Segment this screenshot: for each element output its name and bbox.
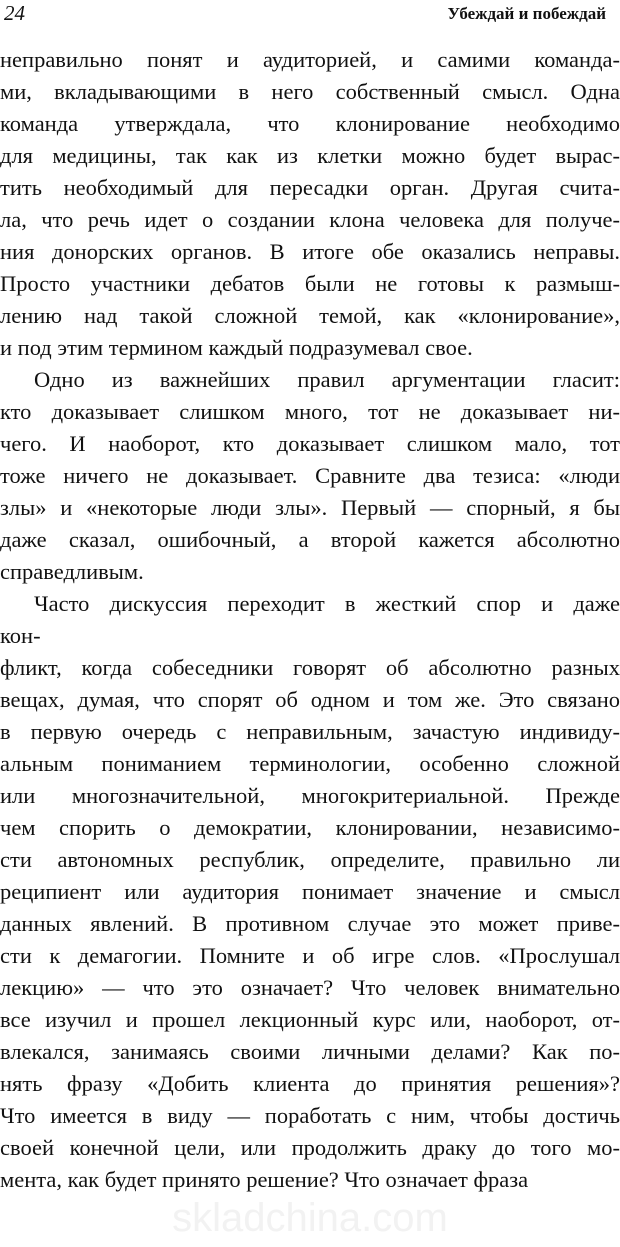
text-line: сти к демагогии. Помните и об игре слов. «Прослушал xyxy=(0,943,620,968)
text-line: тить необходимый для пересадки орган. Другая счита- xyxy=(0,175,620,200)
text-line: кон- xyxy=(0,623,41,648)
text-line: ния донорских органов. В итоге обе оказались неправы. xyxy=(0,239,620,264)
text-line: нять фразу «Добить клиента до принятия решения»? xyxy=(0,1071,620,1096)
text-line: Часто дискуссия переходит в жесткий спор и даже xyxy=(34,591,620,616)
page-number: 24 xyxy=(4,1,25,25)
text-line: справедливым. xyxy=(0,559,144,584)
text-line: кто доказывает слишком много, тот не доказывает ни- xyxy=(0,399,620,424)
text-line: ми, вкладывающими в него собственный смысл. Одна xyxy=(0,79,620,104)
text-line: в первую очередь с неправильным, зачастую индивиду- xyxy=(0,719,620,744)
text-line: сти автономных республик, определите, правильно ли xyxy=(0,847,620,872)
text-line: чего. И наоборот, кто доказывает слишком мало, тот xyxy=(0,431,620,456)
text-line: неправильно понят и аудиторией, и самими команда- xyxy=(0,47,620,72)
text-line: для медицины, так как из клетки можно будет вырас- xyxy=(0,143,620,168)
text-line: чем спорить о демократии, клонировании, независимо- xyxy=(0,815,620,840)
text-line: тоже ничего не доказывает. Сравните два тезиса: «люди xyxy=(0,463,620,488)
text-line: команда утверждала, что клонирование необходимо xyxy=(0,111,620,136)
running-head: Убеждай и побеждай xyxy=(447,4,606,23)
text-line: даже сказал, ошибочный, а второй кажется абсолютно xyxy=(0,527,620,552)
text-line: Что имеется в виду — поработать с ним, чтобы достичь xyxy=(0,1103,620,1128)
watermark: skladchina.com xyxy=(172,1196,448,1240)
page-header xyxy=(0,0,620,28)
text-line: лению над такой сложной темой, как «клонирование», xyxy=(0,303,620,328)
text-line: Одно из важнейших правил аргументации гласит: xyxy=(34,367,620,392)
text-line: Просто участники дебатов были не готовы к размыш- xyxy=(0,271,620,296)
text-line: влекался, занимаясь своими личными делами? Как по- xyxy=(0,1039,620,1064)
text-line: реципиент или аудитория понимает значение и смысл xyxy=(0,879,620,904)
text-line: своей конечной цели, или продолжить драку до того мо- xyxy=(0,1135,620,1160)
body-text xyxy=(0,44,620,1196)
text-line: все изучил и прошел лекционный курс или, наоборот, от- xyxy=(0,1007,620,1032)
text-line: лекцию» — что это означает? Что человек внимательно xyxy=(0,975,620,1000)
text-line: альным пониманием терминологии, особенно сложной xyxy=(0,751,620,776)
text-line: или многозначительной, многокритериальной. Прежде xyxy=(0,783,620,808)
text-line: данных явлений. В противном случае это может приве- xyxy=(0,911,620,936)
text-line: злы» и «некоторые люди злы». Первый — спорный, я бы xyxy=(0,495,620,520)
text-line: вещах, думая, что спорят об одном и том же. Это связано xyxy=(0,687,620,712)
text-line: ла, что речь идет о создании клона человека для получе- xyxy=(0,207,620,232)
text-line: и под этим термином каждый подразумевал свое. xyxy=(0,335,473,360)
text-line: фликт, когда собеседники говорят об абсолютно разных xyxy=(0,655,620,680)
text-line: мента, как будет принято решение? Что означает фраза xyxy=(0,1167,529,1192)
